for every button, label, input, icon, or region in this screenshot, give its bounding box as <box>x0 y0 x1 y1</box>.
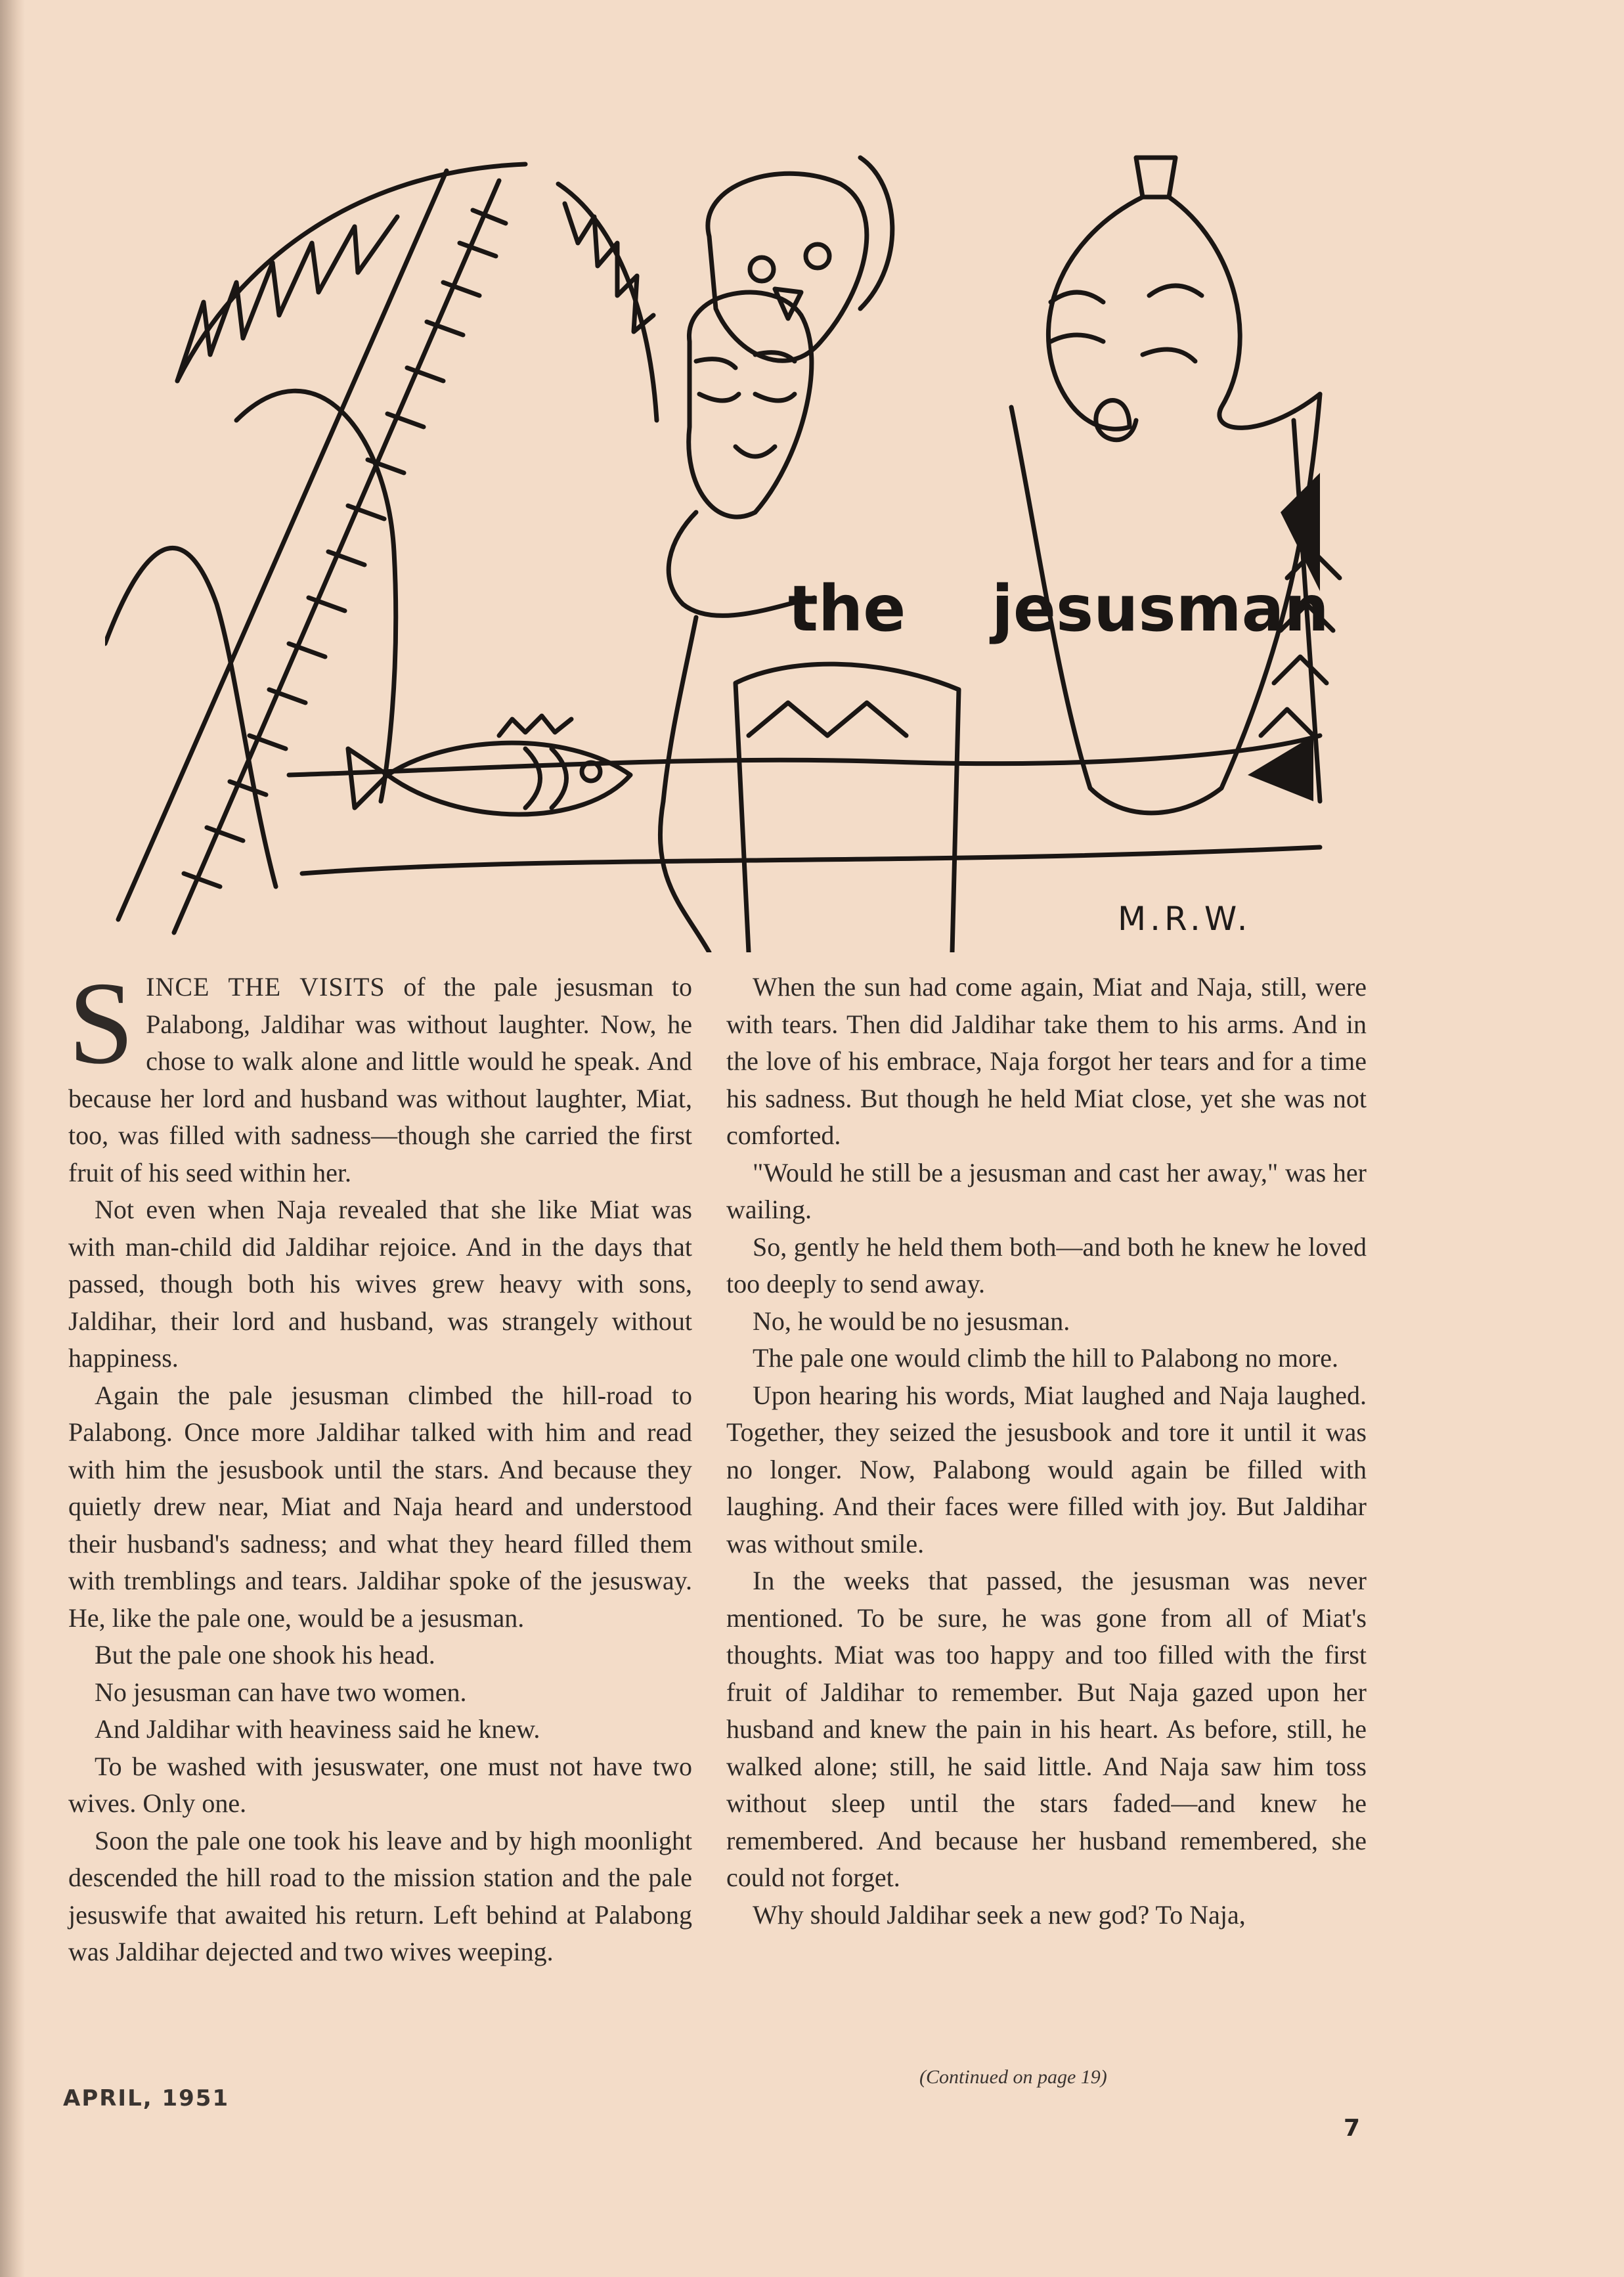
headline-jesusman: jesusman <box>992 572 1329 646</box>
mountain-left <box>105 548 276 887</box>
headline-the: the <box>788 572 906 646</box>
article-paragraph: Soon the pale one took his leave and by high moonlight descended the hill road to the mission station and the pale jesuswife that awaited his return. Left behind at Palabong was Jaldihar dejected and two wives weeping. <box>68 1825 692 1966</box>
article-paragraph: To be washed with jesuswater, one must not have two wives. Only one. <box>68 1751 692 1818</box>
article-paragraph: In the weeks that passed, the jesusman was never mentioned. To be sure, he was gone from all of Miat's thoughts. Miat was too happy and too filled with the first fruit of Jaldihar to remember. But Naja gazed upon her husband and knew the pain in his heart. As before, still, he walked alone; still, he said little. And Naja saw him toss without sleep until the stars faded—and knew he remembered. And because her husband remembered, she could not forget. <box>726 1566 1367 1892</box>
palm-trunk <box>118 171 499 933</box>
article-paragraph: Again the pale jesusman climbed the hill-road to Palabong. Once more Jaldihar talked with him and read with him the jesusbook until the stars. And because they quietly drew near, Miat and Naja heard and understood their husband's sadness; and what they heard filled them with tremblings and tears. Jaldihar spoke of the jesusway. He, like the pale one, would be a jesusman. <box>68 1380 692 1633</box>
article-column-left <box>68 958 692 1971</box>
upper-mask <box>708 173 867 361</box>
page-number: 7 <box>1344 2115 1361 2142</box>
article-paragraph: But the pale one shook his head. <box>95 1640 435 1669</box>
basket <box>735 664 959 952</box>
horizon <box>289 736 1320 775</box>
article-column-right <box>726 969 1367 1934</box>
ink-drawing <box>105 144 1353 952</box>
issue-date: APRIL, 1951 <box>63 2085 230 2111</box>
article-paragraph: No jesusman can have two women. <box>95 1677 467 1707</box>
article-paragraph: And Jaldihar with heaviness said he knew. <box>95 1714 540 1744</box>
drop-cap: S <box>68 958 135 1088</box>
paragraph-text: of the pale jesusman to Palabong, Jaldihar was without laughter. Now, he chose to walk alone and little would he speak. And because her lord and husband was without laughter, Miat, too, was filled with sadness—though she carried the first fruit of his seed within her. <box>68 972 692 1187</box>
article-paragraph: When the sun had come again, Miat and Naja, still, were with tears. Then did Jaldihar take them to his arms. And in the love of his embrace, Naja forgot her tears and for a time his sadness. But though he held Miat close, yet she was not comforted. <box>726 972 1367 1150</box>
article-paragraph: "Would he still be a jesusman and cast her away," was her wailing. <box>726 1157 1367 1224</box>
palm-frond-right <box>558 184 657 420</box>
header-illustration <box>105 144 1353 952</box>
lower-mask <box>689 292 812 517</box>
article-paragraph: Upon hearing his words, Miat laughed and Naja laughed. Together, they seized the jesusbook and tore it until it was no longer. Now, Palabong would again be filled with laughing. And their faces were filled with joy. But Jaldihar was without smile. <box>726 1380 1367 1559</box>
article-paragraph: Why should Jaldihar seek a new god? To Naja, <box>753 1899 1246 1930</box>
lead-in: INCE THE VISITS <box>146 972 385 1002</box>
illustration-credit: M.R.W. <box>1118 900 1252 938</box>
article-paragraph: The pale one would climb the hill to Palabong no more. <box>753 1343 1339 1373</box>
article-paragraph: No, he would be no jesusman. <box>753 1306 1070 1336</box>
article-paragraph: Not even when Naja revealed that she like Miat was with man-child did Jaldihar rejoice. And in the days that passed, though both his wives grew heavy with sons, Jaldihar, their lord and husband, was strangely without happiness. <box>68 1195 692 1373</box>
article-paragraph: So, gently he held them both—and both he knew he loved too deeply to send away. <box>726 1231 1367 1298</box>
page-binding-shadow <box>0 0 25 2277</box>
vase-face <box>1136 158 1175 197</box>
palm-frond-left <box>177 164 525 381</box>
continued-note: (Continued on page 19) <box>919 2066 1107 2088</box>
article-paragraph <box>68 958 692 1191</box>
